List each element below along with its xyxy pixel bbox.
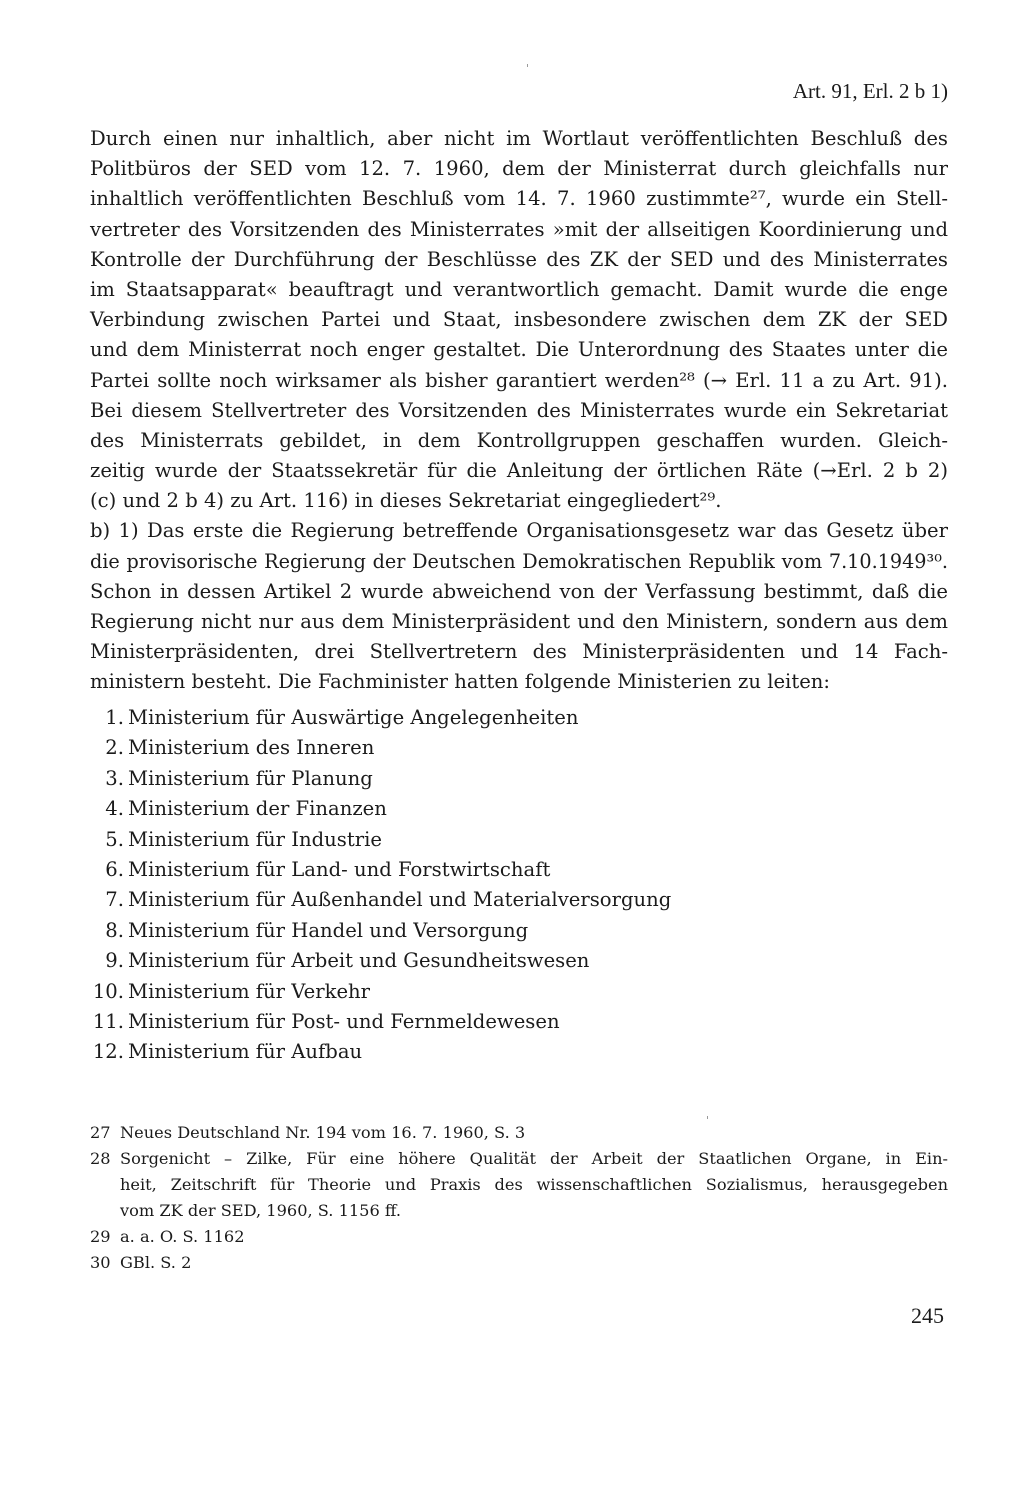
footnote-line: Neues Deutschland Nr. 194 vom 16. 7. 1960, S. 3 (120, 1123, 526, 1142)
footnote-text (120, 1224, 948, 1250)
text-line: zeitig wurde der Staatssekretär für die Anleitung der örtlichen Räte (→Erl. 2 b 2) (90, 459, 948, 483)
list-item-number: 8. (105, 918, 124, 942)
list-item-number: 7. (105, 888, 124, 912)
footnote-number: 28 (90, 1149, 111, 1168)
list-item-number: 1. (105, 706, 124, 729)
text-line: des Ministerrats gebildet, in dem Kontrollgruppen geschaffen wurden. Gleich- (90, 428, 948, 452)
list-item-number: 9. (105, 949, 124, 973)
list-item-label: Ministerium der Finanzen (128, 797, 387, 821)
list-item (90, 703, 790, 733)
text-line: vertreter des Vorsitzenden des Ministerrates »mit der allseitigen Koordinierung und (90, 217, 948, 241)
footnote (90, 1146, 948, 1224)
text-line: Verbindung zwischen Partei und Staat, insbesondere zwischen dem ZK der SED (90, 308, 948, 332)
list-item-number: 6. (105, 857, 124, 881)
list-item-label: Ministerium für Post- und Fernmeldewesen (128, 1009, 560, 1033)
text-line: Durch einen nur inhaltlich, aber nicht im Wortlaut veröffentlichten Beschluß des (90, 127, 948, 150)
footnote (90, 1120, 948, 1146)
ministry-list (90, 703, 790, 1068)
footnote-line: a. a. O. S. 1162 (120, 1227, 245, 1246)
footnotes (90, 1120, 948, 1276)
list-item-number: 11. (92, 1009, 124, 1033)
text-line: Kontrolle der Durchführung der Beschlüsse des ZK der SED und des Ministerrates (90, 247, 948, 271)
list-item-label: Ministerium für Außenhandel und Materialversorgung (128, 888, 672, 912)
text-line: Schon in dessen Artikel 2 wurde abweichend von der Verfassung bestimmt, daß die (90, 579, 948, 603)
list-item (90, 977, 790, 1007)
text-line: b) 1) Das erste die Regierung betreffende Organisationsgesetz war das Gesetz über (90, 519, 948, 543)
list-item (90, 1007, 790, 1037)
footnote (90, 1224, 948, 1250)
text-line: im Staatsapparat« beauftragt und verantwortlich gemacht. Damit wurde die enge (90, 277, 948, 301)
text-line: Partei sollte noch wirksamer als bisher garantiert werden²⁸ (→ Erl. 11 a zu Art. 91). (90, 368, 948, 392)
list-item (90, 825, 790, 855)
footnote-number: 27 (90, 1123, 111, 1142)
list-item-label: Ministerium für Auswärtige Angelegenheiten (128, 706, 579, 729)
list-item (90, 916, 790, 946)
page-number: 245 (911, 1303, 944, 1328)
list-item-label: Ministerium des Inneren (128, 736, 375, 760)
list-item-number: 4. (105, 797, 124, 821)
list-item-label: Ministerium für Aufbau (128, 1040, 363, 1064)
text-line: Politbüros der SED vom 12. 7. 1960, dem der Ministerrat durch gleichfalls nur (90, 157, 948, 181)
list-item (90, 855, 790, 885)
list-item (90, 733, 790, 763)
list-item-label: Ministerium für Handel und Versorgung (128, 918, 529, 942)
text-line: und dem Ministerrat noch enger gestaltet. Die Unterordnung des Staates unter die (90, 338, 948, 362)
text-line: Regierung nicht nur aus dem Ministerpräsident und den Ministern, sondern aus dem (90, 610, 948, 633)
footnote-line: GBl. S. 2 (120, 1253, 192, 1272)
scan-speck (707, 1116, 708, 1119)
list-item-number: 3. (105, 766, 124, 790)
running-head: Art. 91, Erl. 2 b 1) (792, 79, 948, 103)
list-item (90, 794, 790, 824)
list-item-number: 2. (105, 736, 124, 760)
footnote-number: 30 (90, 1253, 111, 1272)
list-item-label: Ministerium für Industrie (128, 827, 382, 851)
footnote-number: 29 (90, 1227, 111, 1246)
footnote-line: Sorgenicht – Zilke, Für eine höhere Qualität der Arbeit der Staatlichen Organe, in Ein- (120, 1149, 948, 1168)
list-item-label: Ministerium für Arbeit und Gesundheitswesen (128, 949, 590, 973)
footnote (90, 1250, 948, 1276)
list-item-label: Ministerium für Verkehr (128, 979, 371, 1003)
scan-speck (527, 64, 528, 67)
list-item (90, 1037, 790, 1067)
list-item-number: 5. (105, 827, 124, 851)
list-item (90, 946, 790, 976)
list-item-label: Ministerium für Planung (128, 766, 373, 790)
text-line: Ministerpräsidenten, drei Stellvertretern des Ministerpräsidenten und 14 Fach- (90, 640, 948, 664)
footnote-text (120, 1120, 948, 1146)
list-item-number: 12. (92, 1040, 124, 1064)
list-item (90, 764, 790, 794)
text-line: inhaltlich veröffentlichten Beschluß vom 14. 7. 1960 zustimmte²⁷, wurde ein Stell- (90, 187, 948, 211)
text-line: ministern besteht. Die Fachminister hatten folgende Ministerien zu leiten: (90, 670, 831, 694)
text-line: Bei diesem Stellvertreter des Vorsitzenden des Ministerrates wurde ein Sekretariat (90, 398, 948, 422)
footnote-text (120, 1146, 948, 1224)
list-item-label: Ministerium für Land- und Forstwirtschaft (128, 857, 551, 881)
footnote-text (120, 1250, 948, 1276)
list-item-number: 10. (92, 979, 124, 1003)
text-line: (c) und 2 b 4) zu Art. 116) in dieses Sekretariat eingegliedert²⁹. (90, 489, 722, 513)
text-line: die provisorische Regierung der Deutschen Demokratischen Republik vom 7.10.1949³⁰. (90, 549, 948, 573)
main-text (90, 124, 948, 698)
footnote-line: heit, Zeitschrift für Theorie und Praxis des wissenschaftlichen Sozialismus, herausgegeben (120, 1175, 948, 1194)
footnote-line: vom ZK der SED, 1960, S. 1156 ff. (120, 1201, 401, 1220)
list-item (90, 885, 790, 915)
